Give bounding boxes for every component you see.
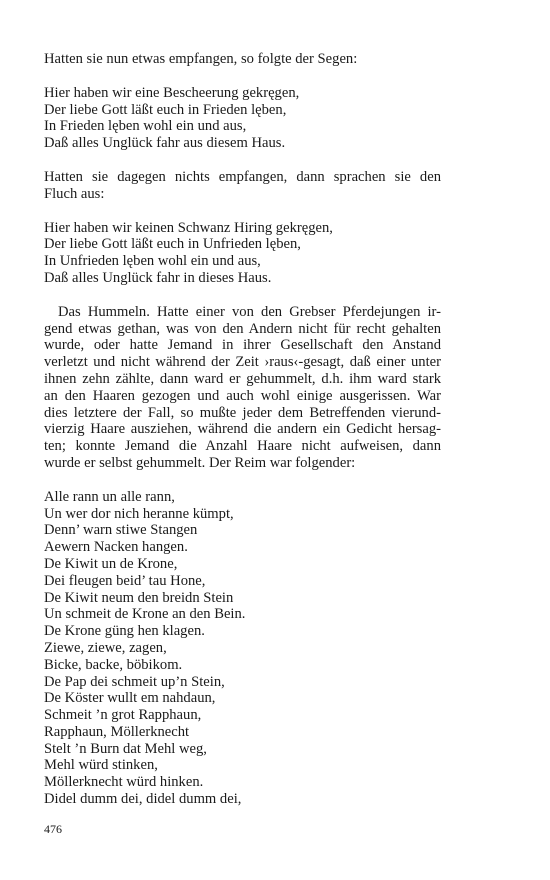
paragraph-line: wurde er selbst gehummelt. Der Reim war folgender: <box>44 454 356 471</box>
paragraph-line: vierzig Haare ausziehen, während die andern ein Gedicht hersag- <box>44 421 441 438</box>
verse-line: Hier haben wir eine Bescheerung gekręgen, <box>44 84 300 101</box>
verse-line: Un schmeit de Krone an den Bein. <box>44 606 246 623</box>
verse-line: In Unfrieden lęben wohl ein und aus, <box>44 253 261 270</box>
curse-verse <box>44 220 441 287</box>
blessing-verse <box>44 85 441 152</box>
spacer <box>44 152 441 169</box>
verse-line: Alle rann un alle rann, <box>44 488 175 505</box>
spacer <box>44 287 441 304</box>
verse-line: De Köster wullt em nahdaun, <box>44 690 216 707</box>
intro-line: Hatten sie nun etwas empfangen, so folgte der Segen: <box>44 51 358 67</box>
verse-line: Didel dumm dei, didel dumm dei, <box>44 791 242 808</box>
paragraph-line: dies letztere der Fall, so mußte jeder dem Betreffenden vierund- <box>44 404 441 421</box>
verse-line: Daß alles Unglück fahr in dieses Haus. <box>44 269 272 286</box>
verse-line: Bicke, backe, böbikom. <box>44 656 183 673</box>
curse-intro-paragraph <box>44 169 441 203</box>
verse-line: Möllerknecht würd hinken. <box>44 774 204 791</box>
verse-line: De Kiwit neum den breidn Stein <box>44 589 234 606</box>
paragraph-line: wurde, oder hatte Jemand in ihrer Gesellschaft den Anstand <box>44 337 441 354</box>
spacer <box>44 203 441 220</box>
verse-line: Stelt ’n Burn dat Mehl weg, <box>44 740 207 757</box>
verse-line: Hier haben wir keinen Schwanz Hiring gekręgen, <box>44 219 333 236</box>
verse-line: De Krone güng hen klagen. <box>44 623 205 640</box>
rhyme-verse <box>44 489 441 808</box>
paragraph-line: gend etwas gethan, was von den Andern nicht für recht gehalten <box>44 320 441 337</box>
verse-line: Dei fleugen beid’ tau Hone, <box>44 572 206 589</box>
spacer <box>44 472 441 489</box>
verse-line: Ziewe, ziewe, zagen, <box>44 639 167 656</box>
paragraph-line: an den Haaren gezogen und auch wohl einige ausgerissen. War <box>44 387 441 404</box>
verse-line: Denn’ warn stiwe Stangen <box>44 522 198 539</box>
page-number: 476 <box>44 822 62 836</box>
verse-line: Der liebe Gott läßt euch in Frieden lęben, <box>44 101 287 118</box>
paragraph-line: verletzt und nicht während der Zeit ›raus‹-gesagt, daß einer unter <box>44 354 441 371</box>
paragraph-line: Hatten sie dagegen nichts empfangen, dann sprachen sie den <box>44 168 441 185</box>
paragraph-line: Fluch aus: <box>44 185 105 202</box>
paragraph-line: ihnen zehn zählte, dann ward er gehummelt, d.h. ihm ward stark <box>44 370 441 387</box>
hummeln-paragraph <box>44 304 441 472</box>
verse-line: De Kiwit un de Krone, <box>44 555 178 572</box>
verse-line: Aewern Nacken hangen. <box>44 539 188 556</box>
verse-line: Schmeit ’n grot Rapphaun, <box>44 707 202 724</box>
verse-line: Daß alles Unglück fahr aus diesem Haus. <box>44 135 286 152</box>
verse-line: Mehl würd stinken, <box>44 757 158 774</box>
verse-line: Der liebe Gott läßt euch in Unfrieden lęben, <box>44 236 301 253</box>
page-text <box>44 51 441 808</box>
spacer <box>44 68 441 85</box>
verse-line: De Pap dei schmeit up’n Stein, <box>44 673 225 690</box>
verse-line: Rapphaun, Möllerknecht <box>44 723 190 740</box>
paragraph-line: ten; konnte Jemand die Anzahl Haare nicht aufweisen, dann <box>44 438 441 455</box>
verse-line: Un wer dor nich heranne kümpt, <box>44 505 234 522</box>
verse-line: In Frieden lęben wohl ein und aus, <box>44 118 247 135</box>
paragraph-line: Das Hummeln. Hatte einer von den Grebser Pferdejungen ir- <box>58 303 441 320</box>
